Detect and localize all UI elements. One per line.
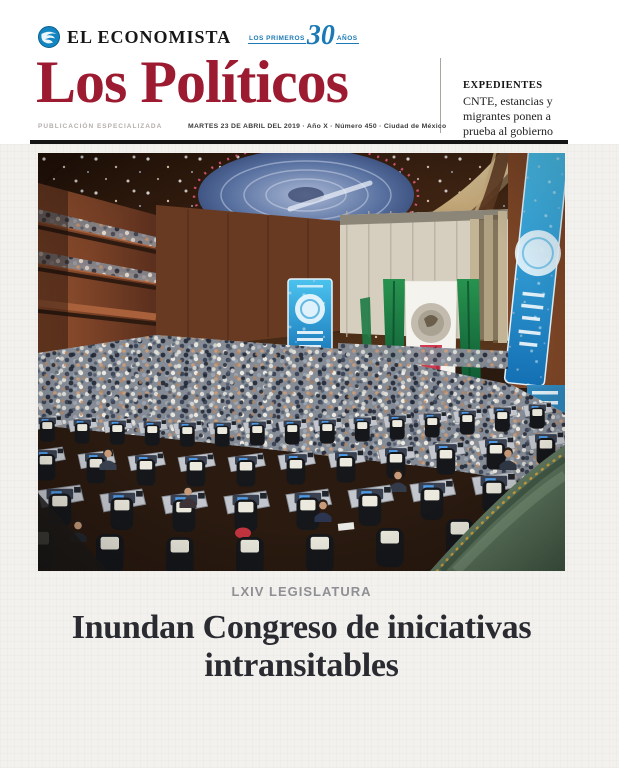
anniversary-badge	[248, 20, 359, 51]
badge-top-label: LOS PRIMEROS	[249, 34, 305, 42]
meta-row	[0, 121, 619, 135]
story-kicker: LXIV LEGISLATURA	[231, 583, 372, 599]
brand-name: EL ECONOMISTA	[67, 26, 232, 47]
tagline: PUBLICACIÓN ESPECIALIZADA	[38, 123, 163, 130]
section-title: Los Políticos	[36, 49, 348, 115]
congress-chamber-photo	[38, 153, 565, 571]
teaser-kicker: EXPEDIENTES	[463, 80, 543, 91]
headline: Inundan Congreso de iniciativas intransitables	[71, 608, 532, 684]
masthead	[0, 0, 619, 146]
teaser-text: CNTE, estancias y migrantes ponen a prueba al gobierno	[463, 94, 553, 138]
brand-row	[38, 26, 231, 48]
cover-section	[0, 144, 619, 768]
badge-number: 30	[306, 20, 335, 51]
badge-suffix-label: AÑOS	[336, 34, 358, 42]
dateline: MARTES 23 DE ABRIL DEL 2019 · Año X · Número 450 · Ciudad de México	[188, 123, 447, 130]
el-economista-globe-icon	[38, 26, 60, 48]
cover-story	[38, 584, 565, 685]
vignette	[38, 153, 565, 571]
